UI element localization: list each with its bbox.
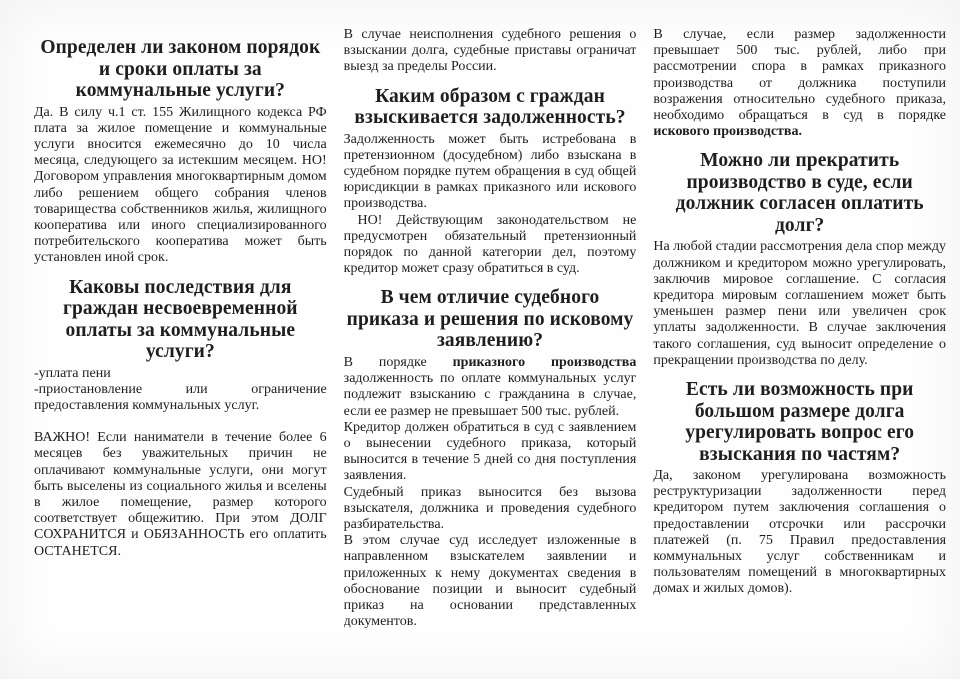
paragraph — [653, 468, 946, 598]
text-run: ВАЖНО! Если наниматели в течение более 6 месяцев без уважительных причин не оплачивают коммунальные услуги, они могут быть выселены из социального жилья и вселены в жилое помещение, размер которого соответствует общежитию. При этом ДОЛГ СОХРАНИТСЯ и ОБЯЗАННОСТЬ его оплатить ОСТАНЕТСЯ. — [34, 430, 327, 559]
paragraph — [34, 366, 327, 382]
paragraph — [344, 533, 637, 630]
text-run: В случае неисполнения судебного решения о взыскании долга, судебные приставы ограничат выезд за пределы России. — [343, 27, 637, 75]
section-heading: В чем отличие судебного приказа и решения по исковому заявлению? — [346, 287, 634, 352]
text-run: задолженность по оплате коммунальных услуг подлежит взысканию с гражданина в случае, если ее размер не превышает 500 тыс. рублей. — [343, 371, 637, 419]
bold-text-run: приказного производства — [452, 354, 637, 370]
text-run: На любой стадии рассмотрения дела спор между должником и кредитором можно урегулировать, заключив мировое соглашение. С согласия кредитора мировым соглашением может быть уменьшен размер пени или увеличен срок уплаты задолженности. В случае заключения такого соглашения, суд выносит определение о прекращении производства по делу. — [653, 239, 947, 368]
section-heading: Есть ли возможность при большом размере долга урегулировать вопрос его взыскания по частям? — [685, 379, 915, 465]
paragraph — [653, 27, 946, 140]
paragraph — [34, 105, 327, 267]
paragraph — [34, 430, 327, 560]
section-heading: Можно ли прекратить производство в суде, если должник согласен оплатить долг? — [675, 150, 924, 236]
paragraph — [344, 355, 637, 420]
text-run: В этом случае суд исследует изложенные в направленном взыскателем заявлении и приложенных к нему документах сведения в обоснование позиции и выносит судебный приказ на основании представленных документов. — [343, 533, 637, 630]
paragraph — [34, 382, 327, 414]
paragraph — [653, 239, 946, 369]
section-heading: Каким образом с граждан взыскивается задолженность? — [354, 85, 626, 129]
bold-text-run: искового производства. — [653, 124, 802, 140]
text-run: НО! Действующим законодательством не предусмотрен обязательный претензионный порядок по данной категории дел, поэтому кредитор может сразу обратиться в суд. — [343, 212, 637, 277]
paragraph — [344, 485, 637, 534]
text-run: Задолженность может быть истребована в претензионном (досудебном) либо взыскана в судебном порядке путем обращения в суд общей юрисдикции в рамках приказного или искового производства. — [343, 131, 637, 212]
text-run: В случае, если размер задолженности превышает 500 тыс. рублей, либо при рассмотрении спора в рамках приказного производства от должника поступили возражения относительно судебного приказа, необходимо обращаться в суд в порядке — [653, 27, 947, 124]
text-run: Кредитор должен обратиться в суд с заявлением о вынесении судебного приказа, который выносится в течение 5 дней со дня поступления заявления. — [343, 419, 637, 484]
text-run: -уплата пени — [34, 365, 111, 381]
text-run: Да. В силу ч.1 ст. 155 Жилищного кодекса РФ плата за жилое помещение и коммунальные услуги вносится ежемесячно до 10 числа месяца, следующего за истекшим месяцем. НО! Договором управления многоквартирным домом либо решением общего собрания членов товарищества собственников жилья, жилищного кооператива или иного специализированного потребительского кооператива может быть установлен иной срок. — [34, 104, 327, 266]
column-2 — [344, 27, 637, 679]
text-run: В порядке — [343, 354, 453, 370]
paragraph — [344, 27, 637, 76]
paragraph — [344, 213, 637, 278]
paragraph — [344, 420, 637, 485]
section-heading: Определен ли законом порядок и сроки оплаты за коммунальные услуги? — [40, 37, 321, 101]
text-run: -приостановление или ограничение предоставления коммунальных услуг. — [34, 381, 327, 413]
column-3 — [653, 27, 946, 679]
text-run: Судебный приказ выносится без вызова взыскателя, должника и проведения судебного разбирательства. — [343, 484, 637, 532]
paragraph — [344, 132, 637, 213]
column-1 — [34, 27, 327, 679]
section-heading: Каковы последствия для граждан несвоевременной оплаты за коммунальные услуги? — [63, 276, 298, 363]
text-run: Да, законом урегулирована возможность реструктуризации задолженности перед кредитором путем заключения соглашения о предоставлении отсрочки или рассрочки платежей (п. 75 Правил предоставления коммунальных услуг собственникам и пользователям помещений в многоквартирных домах и жилых домов). — [653, 468, 947, 597]
